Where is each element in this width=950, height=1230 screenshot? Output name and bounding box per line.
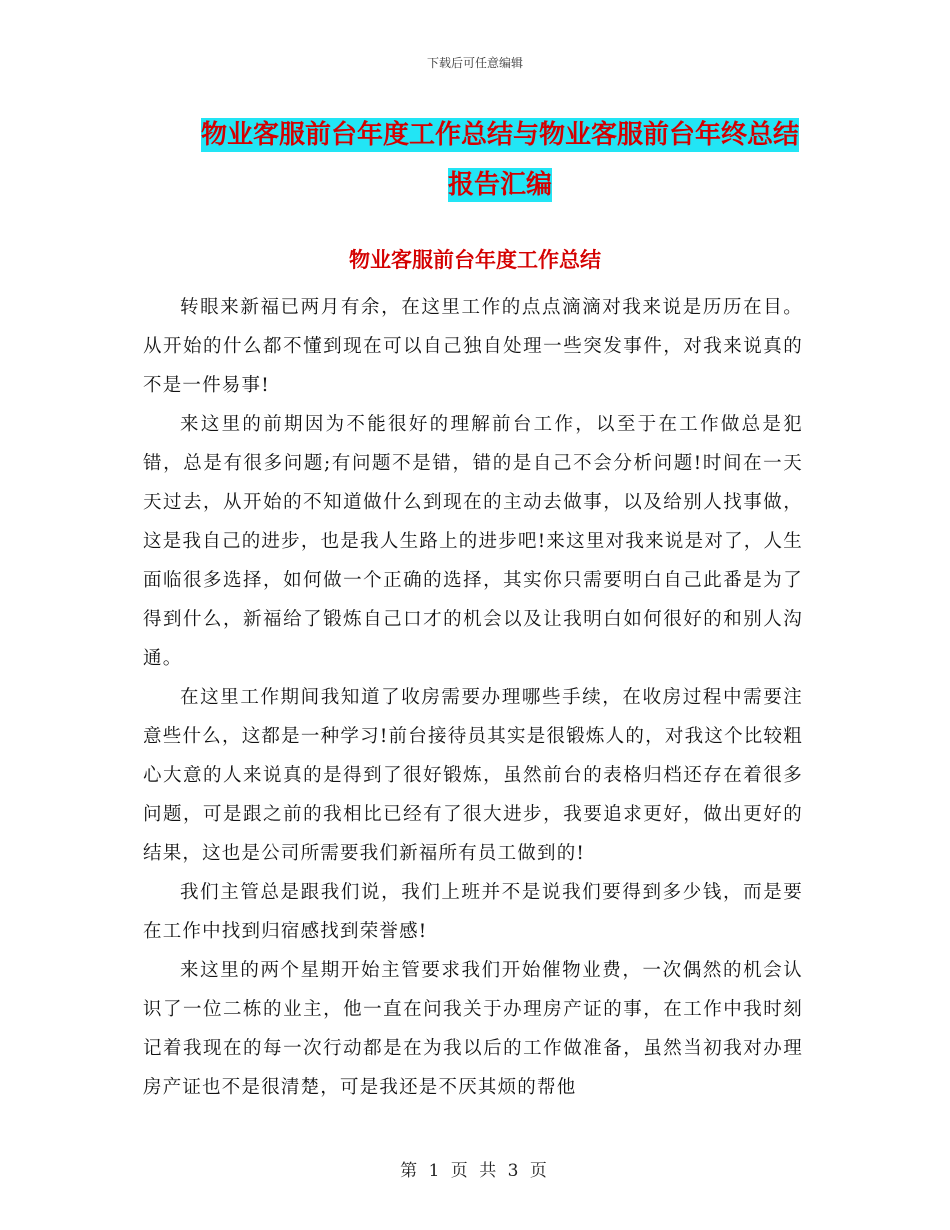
- section-title: 物业客服前台年度工作总结: [349, 248, 601, 272]
- paragraph-4: 我们主管总是跟我们说，我们上班并不是说我们要得到多少钱，而是要在工作中找到归宿感找到荣誉感!: [143, 882, 803, 942]
- body-text: [143, 288, 803, 1107]
- paragraph-1: 转眼来新福已两月有余，在这里工作的点点滴滴对我来说是历历在目。从开始的什么都不懂到现在可以自己独自处理一些突发事件，对我来说真的不是一件易事!: [143, 297, 803, 396]
- page-footer: 第 1 页 共 3 页: [400, 1161, 550, 1181]
- paragraph-2: 来这里的前期因为不能很好的理解前台工作，以至于在工作做总是犯错，总是有很多问题;有问题不是错，错的是自己不会分析问题!时间在一天天过去，从开始的不知道做什么到现在的主动去做事，以及给别人找事做，这是我自己的进步，也是我人生路上的进步吧!来这里对我来说是对了，人生面临很多选择，如何做一个正确的选择，其实你只需要明白自己此番是为了得到什么，新福给了锻炼自己口才的机会以及让我明白如何很好的和别人沟通。: [143, 414, 803, 669]
- paragraph-3: 在这里工作期间我知道了收房需要办理哪些手续，在收房过程中需要注意些什么，这都是一种学习!前台接待员其实是很锻炼人的，对我这个比较粗心大意的人来说真的是得到了很好锻炼，虽然前台的表格归档还存在着很多问题，可是跟之前的我相比已经有了很大进步，我要追求更好，做出更好的结果，这也是公司所需要我们新福所有员工做到的!: [143, 687, 803, 864]
- document-title-line2: 报告汇编: [447, 170, 552, 200]
- header-note: 下载后可任意编辑: [426, 56, 523, 70]
- document-title-line1: 物业客服前台年度工作总结与物业客服前台年终总结: [200, 120, 799, 150]
- document-title: [140, 110, 860, 210]
- paragraph-5: 来这里的两个星期开始主管要求我们开始催物业费，一次偶然的机会认识了一位二栋的业主，他一直在问我关于办理房产证的事，在工作中我时刻记着我现在的每一次行动都是在为我以后的工作做准备，虽然当初我对办理房产证也不是很清楚，可是我还是不厌其烦的帮他: [143, 960, 803, 1098]
